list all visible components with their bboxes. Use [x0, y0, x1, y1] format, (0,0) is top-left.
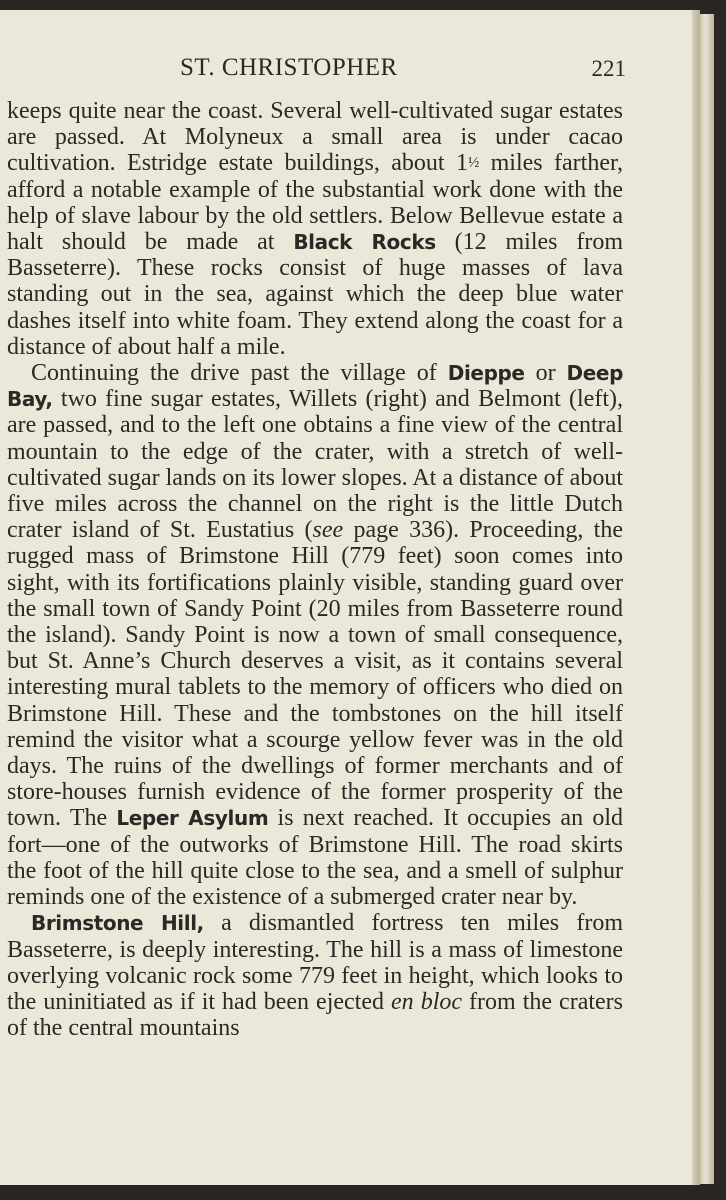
bold-term: Brimstone Hill,	[31, 911, 204, 936]
italic-text: see	[312, 517, 344, 544]
text-run: two fine sugar estates, Willets (right) and Belmont (left), are passed, and to the left one obtains a fine view of the central mountain to the edge of the crater, with a stretch of well-cultivated sugar lands on its lower slopes. At a distance of about five miles across the channel on the right is the little Dutch crater island of St. Eustatius (	[7, 386, 623, 544]
paragraph	[7, 910, 623, 1041]
body-text	[7, 98, 623, 1041]
bold-term: Dieppe	[447, 361, 525, 386]
bold-term: Black Rocks	[293, 230, 436, 255]
text-run: a dismantled fortress ten miles from Basseterre, is deeply interesting. The hill is a mass of limestone overlying volcanic rock some 779 feet in height, which looks to the uninitiated as if it had been ejected	[7, 910, 623, 1015]
bold-term: Leper Asylum	[116, 806, 269, 831]
running-title: ST. CHRISTOPHER	[180, 54, 398, 81]
text-run: Continuing the drive past the village of	[31, 360, 448, 387]
text-run: from the craters of the central mountains	[7, 988, 623, 1042]
bold-term: Deep Bay,	[7, 361, 623, 412]
text-run: is next reached. It occupies an old fort—one of the outworks of Brimstone Hill. The road skirts the foot of the hill quite close to the sea, and a smell of sulphur reminds one of the existence of a submerged crater near by.	[7, 805, 623, 911]
text-run: (12 miles from Basseterre). These rocks consist of huge masses of lava standing out in the sea, against which the deep blue water dashes itself into white foam. They extend along the coast for a distance of about half a mile.	[7, 229, 623, 360]
italic-text: en bloc	[391, 988, 463, 1015]
running-head	[0, 54, 640, 94]
text-run: miles farther, afford a notable example of the substantial work done with the help of slave labour by the old settlers. Below Bellevue estate a halt should be made at	[7, 150, 623, 256]
page-edge	[700, 14, 714, 1184]
text-run: page 336). Proceeding, the rugged mass of Brimstone Hill (779 feet) soon comes into sight, with its fortifications plainly visible, standing guard over the small town of Sandy Point (20 miles from Basseterre round the island). Sandy Point is now a town of small consequence, but St. Anne’s Church deserves a visit, as it contains several interesting mural tablets to the memory of officers who died on Brimstone Hill. These and the tombstones on the hill itself remind the visitor what a scourge yellow fever was in the old days. The ruins of the dwellings of former merchants and of store-houses furnish evidence of the former prosperity of the town. The	[7, 517, 623, 832]
paragraph	[7, 98, 623, 360]
page-number: 221	[591, 56, 626, 81]
fraction: ½	[467, 155, 480, 172]
text-run: keeps quite near the coast. Several well-cultivated sugar estates are passed. At Molyneux a small area is under cacao cultivation. Estridge estate buildings, about 1	[7, 98, 623, 177]
book-page	[0, 10, 700, 1185]
text-run: or	[524, 360, 567, 387]
page-gutter	[692, 10, 700, 1185]
paragraph	[7, 360, 623, 910]
